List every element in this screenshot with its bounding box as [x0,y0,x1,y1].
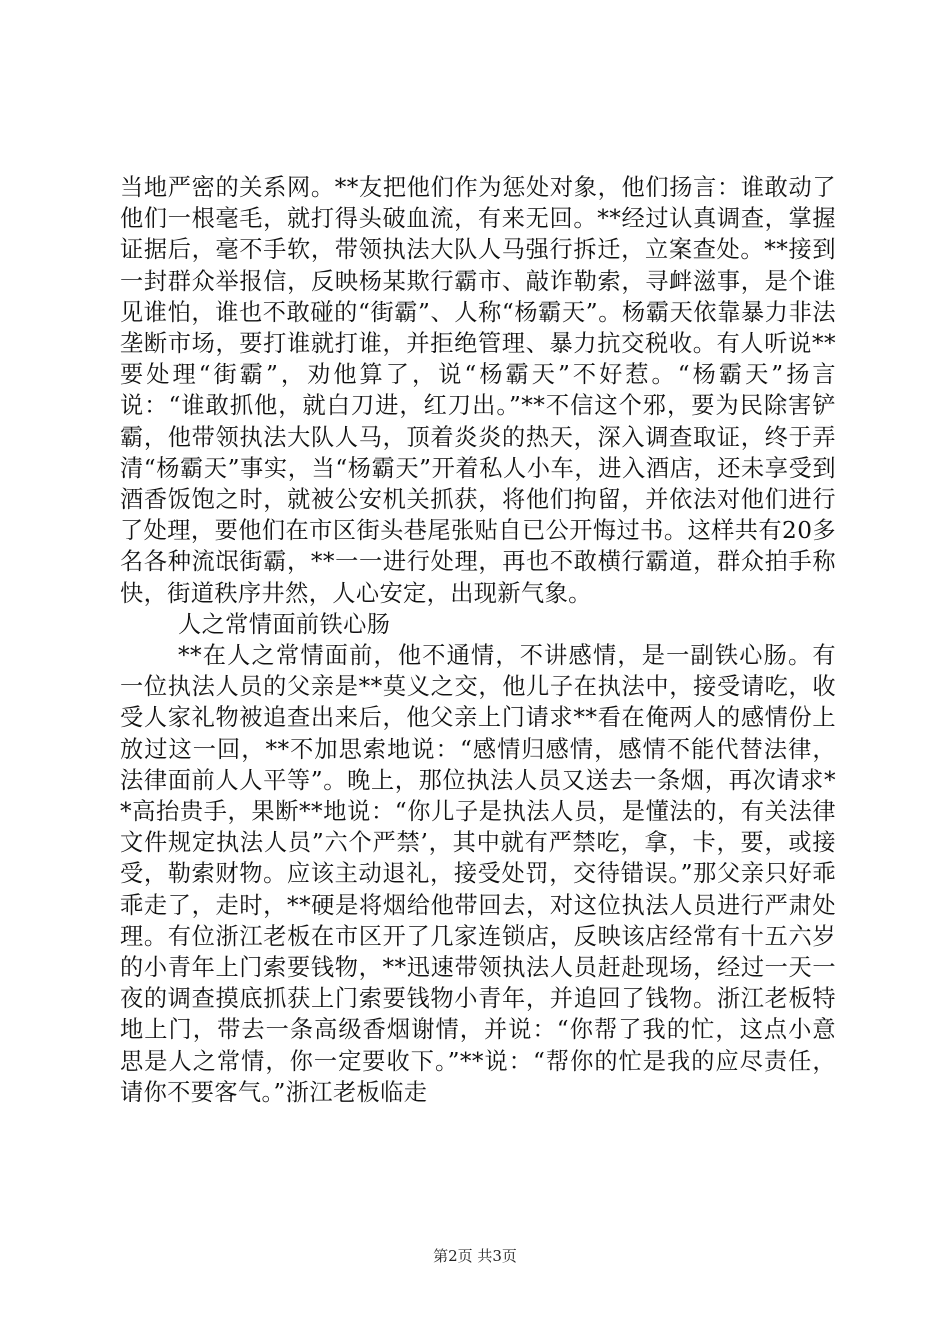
section-heading: 人之常情面前铁心肠 [178,610,391,638]
body-paragraph-2: **在人之常情面前，他不通情，不讲感情，是一副铁心肠。有一位执法人员的父亲是**莫义之交，他儿子在执法中，接受请吃，收受人家礼物被追查出来后，他父亲上门请求**看在俺两人的感情份上放过这一回，**不加思索地说：“感情归感情，感情不能代替法律，法律面前人人平等”。晚上，那位执法人员又送去一条烟，再次请求**高抬贵手，果断**地说：“你儿子是执法人员，是懂法的，有关法律文件规定执法人员”六个严禁’，其中就有严禁吃，拿，卡，要，或接受，勒索财物。应该主动退礼，接受处罚，交待错误。”那父亲只好乖乖走了，走时，**硬是将烟给他带回去，对这位执法人员进行严肃处理。有位浙江老板在市区开了几家连锁店，反映该店经常有十五六岁的小青年上门索要钱物，**迅速带领执法人员赶赴现场，经过一天一夜的调查摸底抓获上门索要钱物小青年，并追回了钱物。浙江老板特地上门，带去一条高级香烟谢情，并说：“你帮了我的忙，这点小意思是人之常情，你一定要收下。”**说：“帮你的忙是我的应尽责任，请你不要客气。”浙江老板临走 [120,642,836,1106]
document-body [120,172,836,1108]
page-footer: 第2页 共3页 [433,1247,517,1265]
body-paragraph-1: 当地严密的关系网。**友把他们作为惩处对象，他们扬言：谁敢动了他们一根毫毛，就打得头破血流，有来无回。**经过认真调查，掌握证据后，毫不手软，带领执法大队人马强行拆迁，立案查处。**接到一封群众举报信，反映杨某欺行霸市、敲诈勒索，寻衅滋事，是个谁见谁怕，谁也不敢碰的“街霸”、人称“杨霸天”。杨霸天依靠暴力非法垄断市场，要打谁就打谁，并拒绝管理、暴力抗交税收。有人听说**要处理“街霸”，劝他算了，说“杨霸天”不好惹。“杨霸天”扬言说：“谁敢抓他，就白刀进，红刀出。”**不信这个邪，要为民除害铲霸，他带领执法大队人马，顶着炎炎的热天，深入调查取证，终于弄清“杨霸天”事实，当“杨霸天”开着私人小车，进入酒店，还未享受到酒香饭饱之时，就被公安机关抓获，将他们拘留，并依法对他们进行了处理，要他们在市区街头巷尾张贴自已公开悔过书。这样共有20多名各种流氓街霸，**一一进行处理，再也不敢横行霸道，群众拍手称快，街道秩序井然，人心安定，出现新气象。 [120,174,836,607]
